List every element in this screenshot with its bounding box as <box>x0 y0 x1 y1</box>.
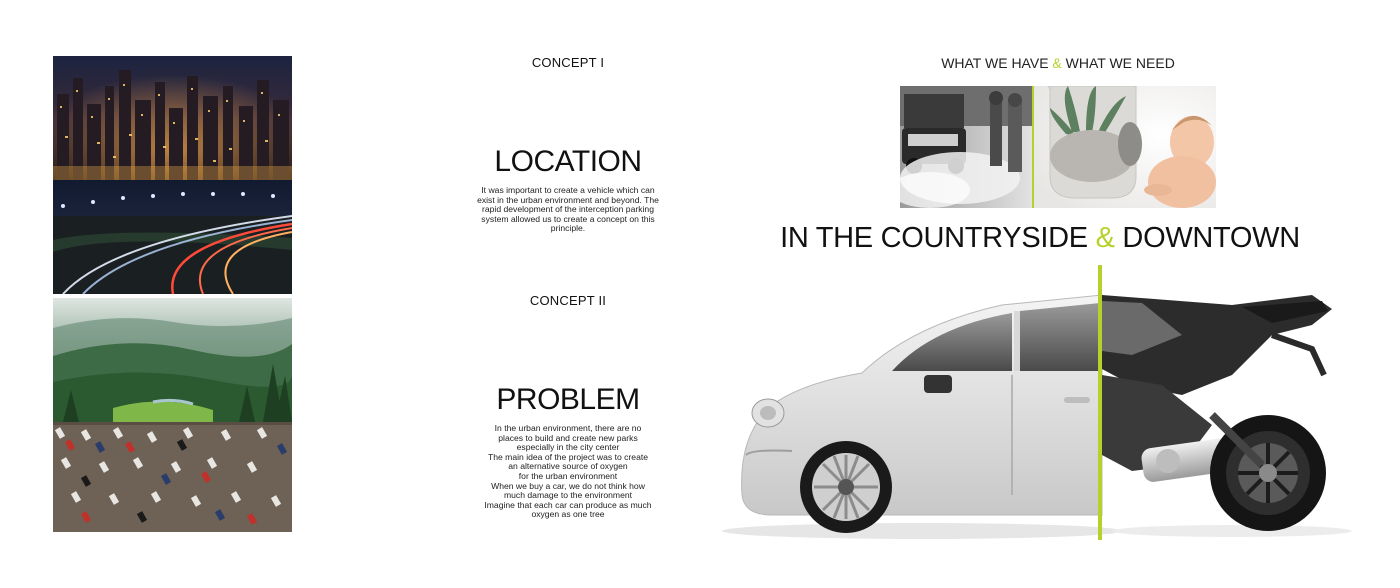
car-motorcycle-split-image <box>712 265 1352 540</box>
problem-line: The main idea of the project was to create <box>487 451 649 462</box>
location-line: It was important to create a vehicle which can <box>481 185 655 195</box>
car-image <box>742 295 1102 533</box>
motorcycle-image <box>1102 295 1332 531</box>
have-need-photo <box>900 86 1216 208</box>
problem-description <box>448 424 688 520</box>
problem-line: an alternative source of oxygen <box>508 461 628 472</box>
problem-title: PROBLEM <box>496 383 640 416</box>
problem-line: places to build and create new parks <box>498 432 638 443</box>
smog-car-image <box>900 86 1032 208</box>
problem-line: much damage to the environment <box>503 490 633 501</box>
concept-2-label: CONCEPT II <box>529 293 607 308</box>
problem-line: especially in the city center <box>516 442 620 453</box>
location-line: exist in the urban environment and beyond. The <box>477 194 659 205</box>
headline-part-2: DOWNTOWN <box>1122 222 1300 254</box>
split-divider-line <box>1098 265 1102 540</box>
have-need-heading <box>900 55 1216 71</box>
problem-line: for the urban environment <box>518 470 618 481</box>
headline-part-1: IN THE COUNTRYSIDE <box>780 222 1088 254</box>
forest-photo <box>53 298 292 422</box>
problem-line: Imagine that each car can produce as much <box>484 499 652 510</box>
plant-purifier-baby-image <box>1034 86 1216 208</box>
parking-lot-photo <box>53 422 292 532</box>
city-night-photo <box>53 56 292 180</box>
location-line: principle. <box>550 223 586 234</box>
location-description <box>448 186 688 234</box>
location-line: rapid development of the interception parking <box>482 204 654 215</box>
concept-1-label: CONCEPT I <box>531 55 605 70</box>
countryside-downtown-headline <box>760 222 1320 255</box>
problem-line: In the urban environment, there are no <box>494 423 642 433</box>
highway-photo <box>53 180 292 294</box>
have-text: WHAT WE HAVE <box>941 55 1049 71</box>
location-line: system allowed us to create a concept on this <box>481 213 655 224</box>
headline-ampersand: & <box>1095 222 1115 254</box>
problem-line: oxygen as one tree <box>531 509 605 520</box>
ampersand: & <box>1052 55 1062 71</box>
need-text: WHAT WE NEED <box>1065 55 1175 71</box>
problem-line: When we buy a car, we do not think how <box>491 480 645 491</box>
location-title: LOCATION <box>494 145 642 178</box>
